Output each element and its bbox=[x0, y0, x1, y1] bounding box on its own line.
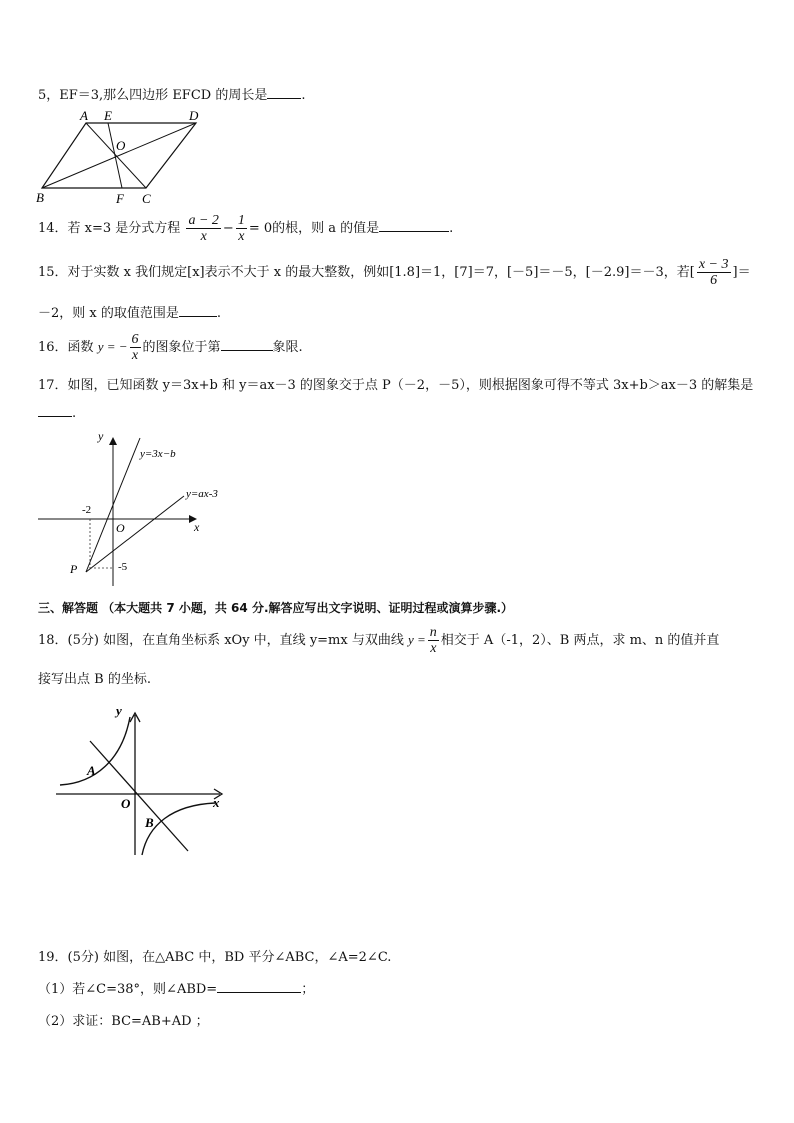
q14-post: 的根，则 a 的值是 bbox=[272, 221, 380, 236]
diagonal-ac bbox=[86, 123, 146, 188]
q17-line-1 bbox=[38, 374, 753, 393]
label-d: D bbox=[189, 108, 199, 123]
label-c: C bbox=[142, 191, 151, 206]
line-y-mx bbox=[90, 741, 188, 851]
q19-line-2: （1）若∠C=38°，则∠ABD= ； bbox=[38, 982, 315, 997]
q17-text: 17．如图，已知函数 y＝3x+b 和 y＝ax－3 的图象交于点 P（－2，－5），则根据图象可得不等式 3x+b＞ax－3 的解集是 bbox=[38, 378, 754, 393]
label-y: y bbox=[116, 705, 122, 718]
diagonal-bd bbox=[42, 123, 196, 188]
q14-fraction-1: $\frac{a - 2}{x}$ bbox=[188, 213, 219, 244]
q13-answer-blank[interactable] bbox=[267, 86, 301, 99]
q16-answer-blank[interactable] bbox=[221, 338, 273, 351]
q15-fraction: $\frac{x - 3}{6}$ bbox=[698, 257, 729, 288]
q15-line-2: －2，则 x 的取值范围是 . bbox=[38, 306, 222, 321]
parallelogram-figure bbox=[36, 108, 206, 206]
label-a: A bbox=[87, 763, 96, 778]
label-b: B bbox=[145, 815, 154, 830]
label-line-1: y=3x−b bbox=[140, 448, 176, 460]
q14-pre: 14．若 x=3 是分式方程 bbox=[38, 221, 181, 236]
q13-text: 5，EF＝3,那么四边形 EFCD 的周长是 bbox=[38, 88, 268, 103]
label-o: O bbox=[116, 521, 125, 535]
line-ax-3 bbox=[86, 496, 184, 572]
q19-answer-blank[interactable] bbox=[217, 980, 301, 993]
label-y: y bbox=[98, 429, 104, 443]
q17-answer-blank[interactable] bbox=[38, 404, 72, 417]
q14-fraction-2: $\frac{1}{x}$ bbox=[237, 213, 245, 244]
q15-text: 15．对于实数 x 我们规定[x]表示不大于 x 的最大整数，例如[1.8]＝1，[7]＝7，[－5]＝－5，[－2.9]＝－3，若[ bbox=[38, 265, 695, 280]
label-p: P bbox=[70, 562, 78, 576]
label-o: O bbox=[121, 796, 131, 811]
q16-fraction: $\frac{6}{x}$ bbox=[131, 332, 139, 363]
q14-line: 14．若 x=3 是分式方程 $\frac{a - 2}{x}$ − $\frac{1}{x}$ = 0的根，则 a 的值是 . bbox=[38, 213, 454, 244]
section-3-heading: 三、解答题 （本大题共 7 小题，共 64 分.解答应写出文字说明、证明过程或演算步骤.） bbox=[38, 601, 514, 615]
q15-answer-blank[interactable] bbox=[179, 304, 217, 317]
label-b: B bbox=[36, 190, 44, 205]
q19-line-1: 19．(5分) 如图，在△ABC 中，BD 平分∠ABC，∠A=2∠C. bbox=[38, 950, 392, 965]
q15-line-1: 15．对于实数 x 我们规定[x]表示不大于 x 的最大整数，例如[1.8]＝1，[7]＝7，[－5]＝－5，[－2.9]＝－3，若[ $\frac{x - 3}{6}$ ]＝ bbox=[38, 257, 751, 288]
q14-answer-blank[interactable] bbox=[379, 219, 449, 232]
q18-fraction: $\frac{n}{x}$ bbox=[429, 625, 437, 656]
q16-line: 16．函数 y = − $\frac{6}{x}$ 的图象位于第 象限. bbox=[38, 332, 303, 363]
q18-line-2: 接写出点 B 的坐标. bbox=[38, 672, 151, 687]
label-a: A bbox=[80, 108, 88, 123]
q18-line-1: 18．(5分) 如图，在直角坐标系 xOy 中，直线 y=mx 与双曲线 y = $\frac{n}{x}$ 相交于 A（-1，2）、B 两点，求 m、n 的值并直 bbox=[38, 625, 720, 656]
linear-functions-graph bbox=[36, 428, 236, 588]
label-x: x bbox=[194, 520, 200, 534]
label-minus-5: -5 bbox=[118, 561, 128, 573]
q13-end: . bbox=[301, 88, 306, 103]
label-f: F bbox=[116, 191, 124, 206]
label-e: E bbox=[104, 108, 112, 123]
label-line-2: y=ax-3 bbox=[186, 488, 218, 500]
q19-line-3: （2）求证：BC=AB+AD ； bbox=[38, 1014, 209, 1029]
label-x: x bbox=[213, 795, 220, 810]
label-minus-2: -2 bbox=[82, 504, 92, 516]
q17-line-2: . bbox=[38, 404, 76, 421]
hyperbola-graph bbox=[50, 705, 230, 863]
label-o: O bbox=[116, 138, 126, 153]
q13-line bbox=[38, 84, 305, 103]
